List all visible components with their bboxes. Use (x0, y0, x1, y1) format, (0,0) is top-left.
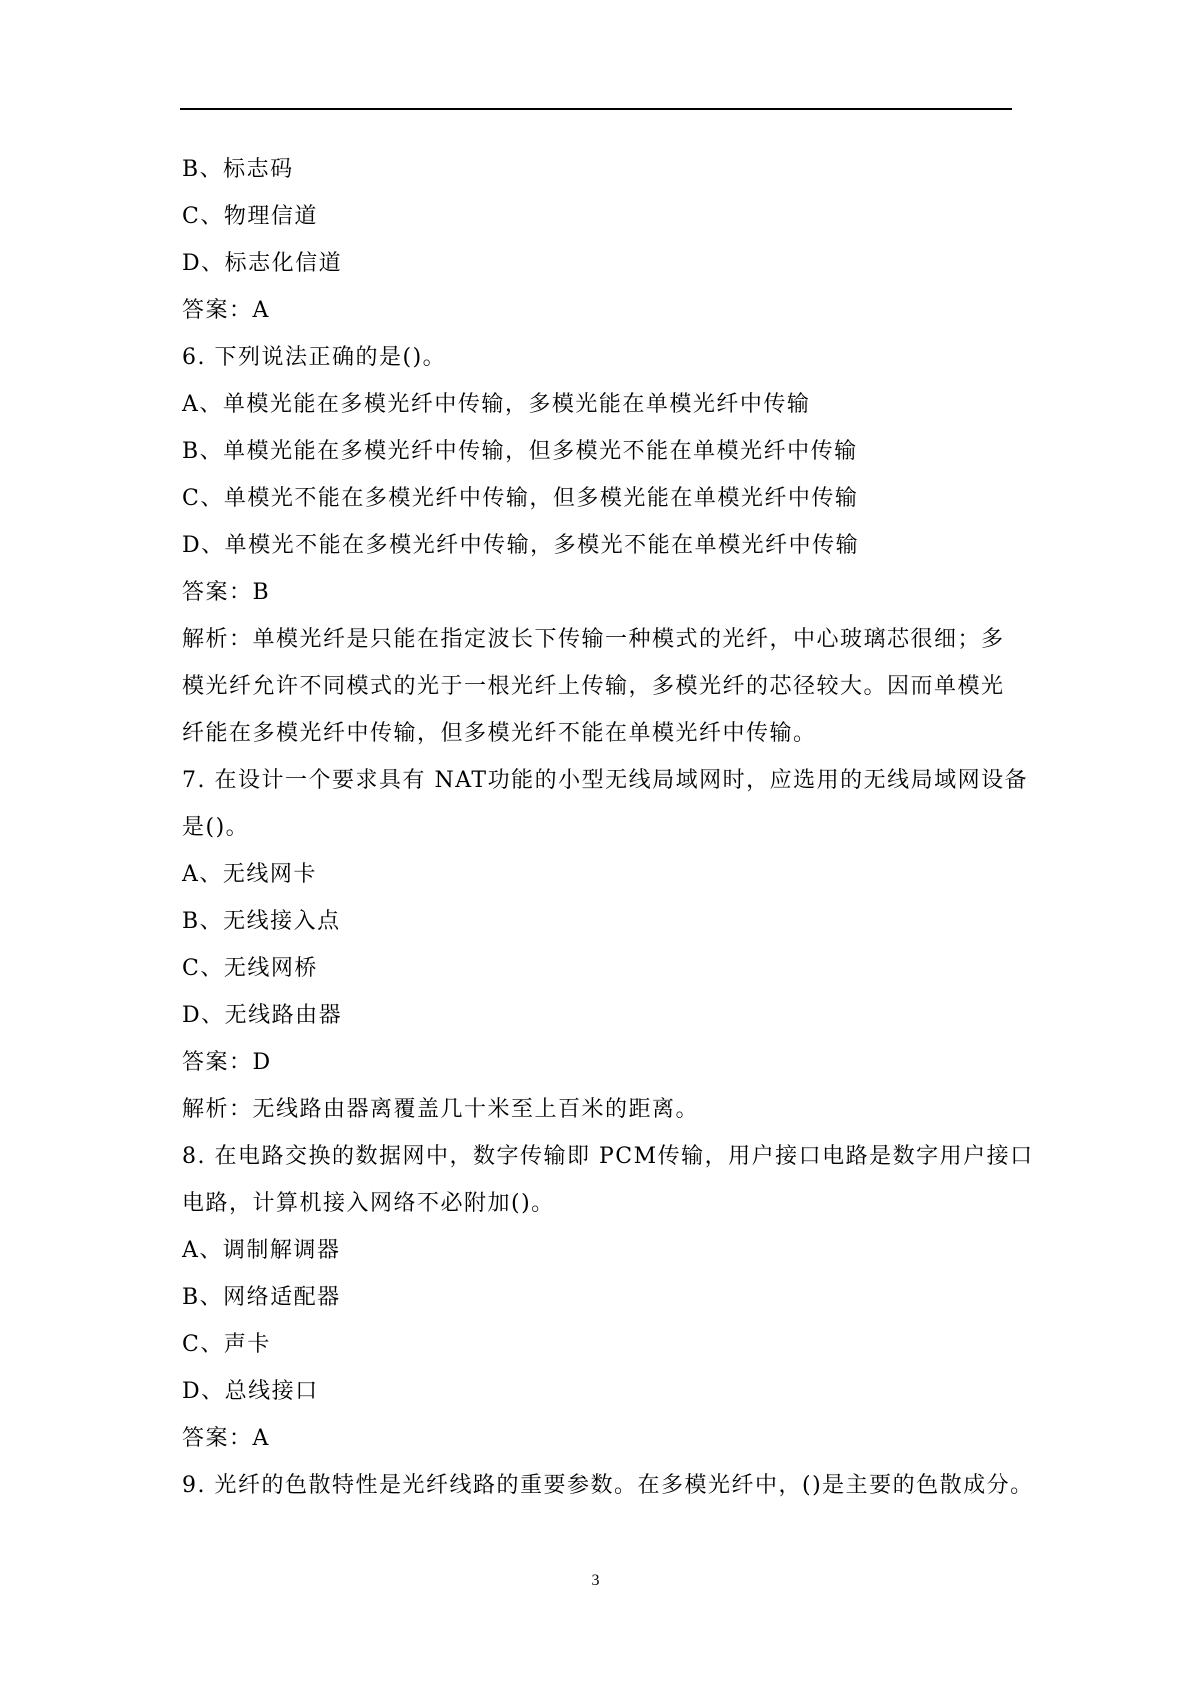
option-line: D、无线路由器 (182, 1003, 343, 1028)
option-line: B、标志码 (182, 157, 294, 182)
document-body (182, 146, 1034, 1509)
page-number: 3 (591, 1572, 600, 1589)
option-line: D、总线接口 (182, 1379, 319, 1404)
option-line: B、无线接入点 (182, 909, 341, 934)
option-line: A、单模光能在多模光纤中传输，多模光能在单模光纤中传输 (182, 392, 811, 417)
answer-line: 答案：A (182, 298, 270, 323)
answer-line: 答案：D (182, 1050, 272, 1075)
question-line: 9. 光纤的色散特性是光纤线路的重要参数。在多模光纤中，()是主要的色散成分。 (182, 1473, 1034, 1498)
question-line: 7. 在设计一个要求具有 NAT功能的小型无线局域网时，应选用的无线局域网设备 (182, 768, 1029, 793)
answer-line: 答案：B (182, 580, 271, 605)
explanation-line: 模光纤允许不同模式的光于一根光纤上传输，多模光纤的芯径较大。因而单模光 (182, 674, 1005, 699)
explanation-line: 解析：单模光纤是只能在指定波长下传输一种模式的光纤，中心玻璃芯很细；多 (182, 627, 1005, 652)
option-line: B、单模光能在多模光纤中传输，但多模光不能在单模光纤中传输 (182, 439, 858, 464)
explanation-line: 纤能在多模光纤中传输，但多模光纤不能在单模光纤中传输。 (182, 721, 817, 746)
question-line: 是()。 (182, 815, 250, 840)
answer-line: 答案：A (182, 1426, 270, 1451)
question-line: 8. 在电路交换的数据网中，数字传输即 PCM传输，用户接口电路是数字用户接口 (182, 1144, 1034, 1169)
option-line: B、网络适配器 (182, 1285, 341, 1310)
option-line: C、单模光不能在多模光纤中传输，但多模光能在单模光纤中传输 (182, 486, 859, 511)
question-line: 6. 下列说法正确的是()。 (182, 345, 447, 370)
question-line: 电路，计算机接入网络不必附加()。 (182, 1191, 555, 1216)
option-line: C、无线网桥 (182, 956, 318, 981)
option-line: C、物理信道 (182, 204, 318, 229)
option-line: D、标志化信道 (182, 251, 343, 276)
option-line: D、单模光不能在多模光纤中传输，多模光不能在单模光纤中传输 (182, 533, 860, 558)
option-line: A、调制解调器 (182, 1238, 341, 1263)
explanation-line: 解析：无线路由器离覆盖几十米至上百米的距离。 (182, 1097, 700, 1122)
option-line: A、无线网卡 (182, 862, 317, 887)
header-rule (180, 108, 1012, 110)
option-line: C、声卡 (182, 1332, 271, 1357)
